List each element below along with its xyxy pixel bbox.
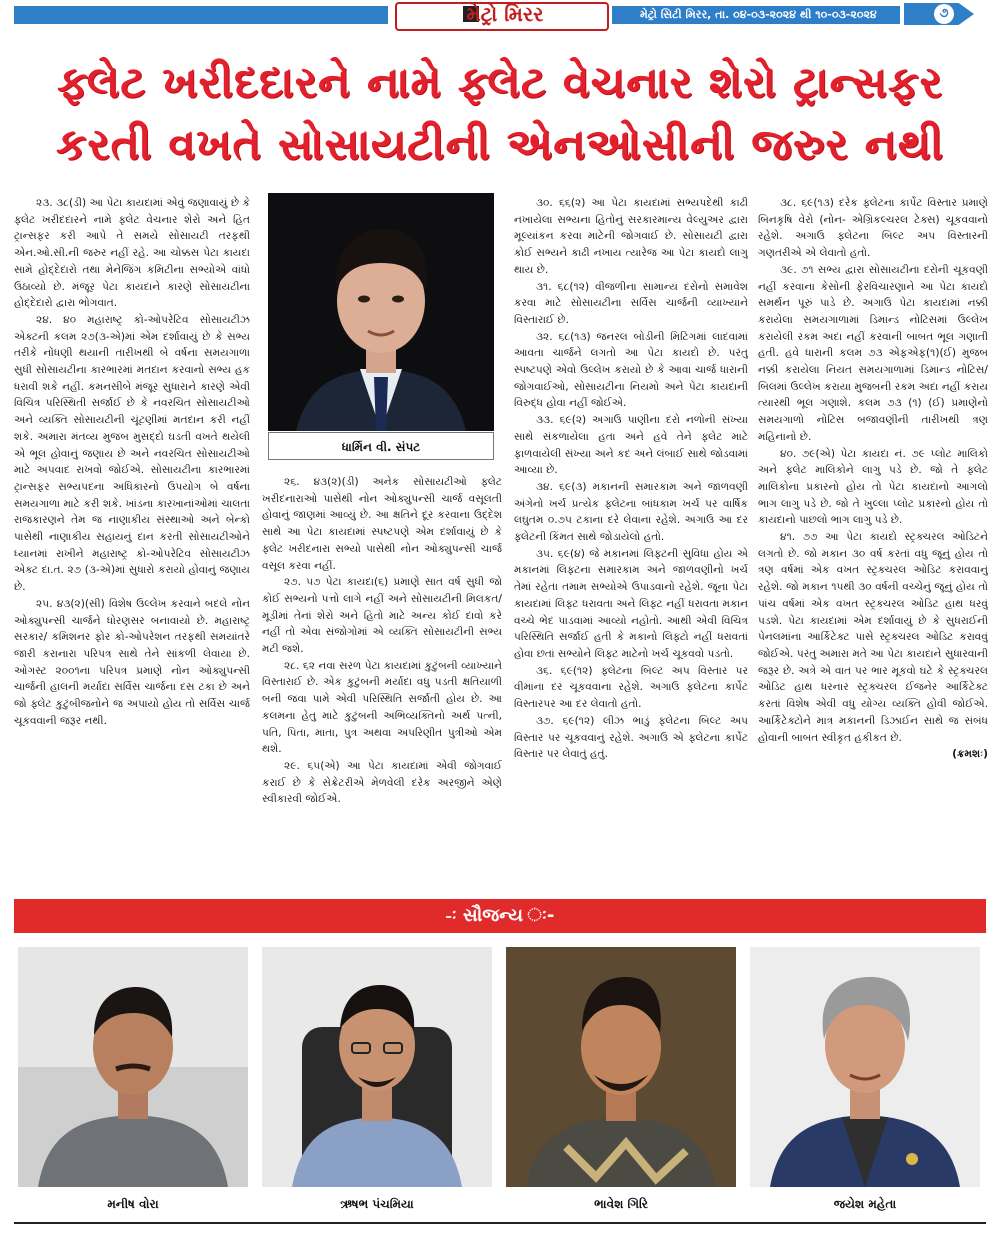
edition-dateline: મેટ્રો સિટી મિરર, તા. ૦૪-૦૩-૨૦૨૪ થી ૧૦-૦૩-૨૦૨૪ — [640, 8, 877, 21]
article-paragraph: ૩૪. ૬૯(૩) મકાનની સમારકામ અને જાળવણી અંગેનો ખર્ચ પ્રત્યેક ફ્લેટના બાંધકામ ખર્ચ પર વાર્ષિક લઘુતમ ૦.૭૫ ટકાના દરે લેવાના રહેશે. અગાઉ આ દર ફ્લેટની કિંમત સાથે જોડાયેલો હતો. — [514, 480, 748, 544]
article-paragraph: ૨૪. ૪૦ મહારાષ્ટ્ર કો-ઓપરેટિવ સોસાયટીઝ એક્ટની કલમ ૨૭(૩-એ)માં એમ દર્શાવાયું છે કે સભ્ય તરીકે નોંધણી થયાની તારીખથી બે વર્ષના સમયગાળા સુધી સોસાયટીના કારભારમાં મતદાન કરવાનો સભ્ય હક ધરાવી શકે નહીં. કમનસીબે મંજૂર સુધારાને કારણે એવી વિચિત્ર પરિસ્થિતી સર્જાઈ છે કે નવરચિત સોસાયટીઓ અને વ્યક્તિ સોસાયટીની ચૂંટણીમાં મતદાન કરી નહીં શકે. અમારા મંતવ્ય મુજબ મુસદ્દો ઘડતી વખતે થયેલી એ ભૂલ હોવાનું જણાય છે અને નવરચિત સોસાયટીઓ માટે અપવાદ રાખવો જોઈએ. સોસાયટીના કારભારમાં ટ્રાન્સફર સભ્યપદના અધિકારનો ઉપયોગ બે વર્ષના સમયગાળા માટે કરી શકે. ખાંડના કારખાનાંઓમાં ચાલતા રાજકારણને તેમ જ નાણાકીય સંસ્થાઓ અને બેન્કો પાસેથી નાણાકીય સહાયનું દાન કરતી સોસાયટીઓને ધ્યાનમાં રાખીને મહારાષ્ટ્ર કો-ઓપરેટિવ સોસાયટીઝ એક્ટ દા.ત. ૨૭ (૩-એ)માં સુધારો કરાયો હોવાનું જણાય છે. — [14, 313, 250, 594]
article-paragraph: ૨૫. ૪૩(૨)(સી) વિશેષ ઉલ્લેખ કરવાને બદલે નોન ઓક્યુપન્સી ચાર્જને ધોરણસર બનાવાયો છે. મહારાષ્ટ્ર સરકાર/ કમિશનર ફોર કો-ઓપરેશન તરફથી સમયાંતરે જારી કરાનારા પરિપત્ર સાથે તેને સાંકળી લેવાયા છે. ઓગસ્ટ ૨૦૦૧ના પરિપત્ર પ્રમાણે નોન ઓક્યુપન્સી ચાર્જની હાલની મર્યાદા સર્વિસ ચાર્જના દસ ટકા છે અને જો ફ્લેટ કુટુંબીજનોને જ અપાયો હોય તો સર્વિસ ચાર્જ ચૂકવવાની જરૂર નથી. — [14, 597, 250, 727]
masthead-title: મેટ્રો મિરર — [466, 2, 544, 26]
author-photo — [268, 193, 494, 431]
headline — [8, 52, 992, 182]
sponsor-portrait-2 — [262, 947, 492, 1187]
sponsor-portrait-1 — [18, 947, 248, 1187]
article-column-1 — [14, 195, 250, 907]
article-paragraph: ૨૬. ૪૩(૨)(ડી) અનેક સોસાયટીઓ ફ્લેટ ખરીદનારાઓ પાસેથી નોન ઓક્યુપન્સી ચાર્જ વસૂલતી હોવાનું જાણમાં આવ્યું છે. આ ક્ષતિને દૂર કરવાના ઉદ્દેશ સાથે આ પેટા કાયદામાં સ્પષ્ટપણે એમ દર્શાવાયું છે કે ફ્લેટ ખરીદનારા સભ્યો પાસેથી નોન ઓક્યુપન્સી ચાર્જ વસૂલ કરવા નહીં. — [262, 476, 502, 572]
courtesy-label: -ઃ સૌજન્ય ઃ- — [445, 905, 555, 926]
article-paragraph: ૩૧. ૬૮(૧૨) વીજળીના સામાન્ય દરોનો સમાવેશ કરવા માટે સોસાયટીના સર્વિસ ચાર્જની વ્યાખ્યાને વિસ્તારાઈ છે. — [514, 280, 748, 326]
sponsor-portrait-3 — [506, 947, 736, 1187]
article-paragraph: ૨૩. ૩૮(ડી) આ પેટા કાયદામાં એવું જણાવાયું છે કે ફ્લેટ ખરીદદારને નામે ફ્લેટ વેચનાર શેરો અને હિત ટ્રાન્સફર કરી આપે તે સમયે સોસાયટી તરફથી એન.ઓ.સી.ની જરુર નહીં રહે. આ ચોક્કસ પેટા કાયદા સામે હોદ્દેદારો તથા મેનેજિંગ કમિટીના સભ્યોએ વાંધો ઉઠાવ્યો છે. મંજૂર પેટા કાયદાને કારણે સોસાયટીના હોદ્દેદારો દ્વારા ભોગવાત. — [14, 197, 250, 310]
article-paragraph: ૩૦. ૬૬(૨) આ પેટા કાયદામાં સભ્યપદેથી કાઢી નખાયેલા સભ્યના હિતોનું સરકારમાન્ય વેલ્યુઅર દ્વારા મૂલ્યાંકન કરવા માટેની જોગવાઈ છે. સોસાયટી દ્વારા કોઈ સભ્યને કાઢી નખાય ત્યારેજ આ પેટા કાયદો લાગુ થાય છે. — [514, 197, 748, 276]
article-paragraph: ૩૩. ૬૯(૨) અગાઉ પાણીના દરો નળોની સંખ્યા સાથે સંકળાયેલા હતા અને હવે તેને ફ્લેટ માટે ફાળવાયેલી સંખ્યા અને કદ અને લંબાઈ સાથે જોડવામાં આવ્યા છે. — [514, 414, 748, 477]
sponsor-name-2: ઋષભ પંચમિયા — [340, 1197, 414, 1211]
sponsor-photo-3 — [506, 947, 736, 1187]
article-paragraph: ૩૮. ૬૯(૧૩) દરેક ફ્લેટના કાર્પેટ વિસ્તાર પ્રમાણે બિનકૃષિ વેરો (નોન- એગ્રિકલ્ચરલ ટેક્સ) ચૂકવવાનો રહેશે. અગાઉ ફ્લેટના બિલ્ટ અપ વિસ્તારની ગણતરીએ એ લેવાતો હતો. — [758, 197, 988, 260]
article-paragraph: ૩૯. ૭૧ સભ્ય દ્વારા સોસાયટીના દરોની ચૂકવણી નહીં કરવાના કેસોની ફેરવિચારણાને આ પેટા કાયદો સમર્થન પૂરું પાડે છે. અગાઉ પેટા કાયદામાં નક્કી કરાયેલા સમયગાળામાં ડિમાન્ડ નોટિસમાં ઉલ્લેખ કરાયેલી રકમ અદા નહીં કરવાની બાબત ભૂલ ગણાતી હતી. હવે ધારાની કલમ ૭૩ એફએફ(૧)(ઈ) મુજબ નક્કી કરાયેલા નિયત સમયગાળામાં ડિમાન્ડ નોટિસ/ બિલમાં ઉલ્લેખ કરાયા મુજબની રકમ અદા નહીં કરાય ત્યારથી ભૂલ ગણાશે. કલમ ૭૩ (૧) (ઈ) પ્રમાણેનો સમયગાળો નોટિસ બજાવણીની તારીખથી ત્રણ મહિનાનો છે. — [758, 263, 988, 443]
sponsor-photo-1 — [18, 947, 248, 1187]
article-paragraph: ૩૨. ૬૮(૧૩) જનરલ બોડીની મિટિંગમાં લાદવામાં આવતા ચાર્જને લગતો આ પેટા કાયદો છે. પરંતુ સ્પષ્ટપણે એવો ઉલ્લેખ કરાયો છે કે આવા ચાર્જ ધારાની જોગવાઈઓ, સોસાયટીના નિયમો અને પેટા કાયદાની વિરુદ્ધ હોવા નહીં જોઈએ. — [514, 330, 748, 410]
author-portrait-illustration — [268, 193, 494, 431]
sponsor-photo-4 — [750, 947, 980, 1187]
headline-line-2: કરતી વખતે સોસાયટીની એનઓસીની જરુર નથી — [55, 120, 944, 170]
article-column-3 — [514, 195, 748, 907]
header-band-left — [14, 6, 388, 24]
article-paragraph: ૨૮. ૬૨ નવા સરળ પેટા કાયદામાં કુટુંબની વ્યાખ્યાને વિસ્તારાઈ છે. એક કુટુંબની મર્યાદા વધુ પડતી ક્ષતિયાળી બની જવા પામે એવી પરિસ્થિતિ સર્જાતી હોય છે. આ કલમના હેતુ માટે કુટુંબની અભિવ્યક્તિનો અર્થ પત્ની, પતિ, પિતા, માતા, પુત્ર અથવા અપરિણીત પુત્રીઓ એમ થશે. — [262, 659, 502, 756]
author-caption: ધાર્મિન વી. સંપટ — [268, 432, 494, 460]
sponsor-name-3: ભાવેશ ગિરિ — [594, 1197, 648, 1211]
bottom-divider — [14, 1222, 986, 1224]
article-paragraph: ૪૧. ૭૭ આ પેટા કાયદો સ્ટ્રક્ચરલ ઓડિટને લગતો છે. જો મકાન ૩૦ વર્ષ કરતાં વધુ જૂનું હોય તો ત્રણ વર્ષમાં એક વખત સ્ટ્રક્ચરલ ઓડિટ કરાવવાનું રહેશે. જો મકાન ૧૫થી ૩૦ વર્ષની વચ્ચેનું જૂનું હોય તો પાંચ વર્ષમાં એક વખત સ્ટ્રક્ચરલ ઓડિટ હાથ ધરવું પડશે. પેટા કાયદામાં એમ દર્શાવાયું છે કે સુધરાઈની પેનલમાંના આર્કિટેક્ટ પાસે સ્ટ્રક્ચરલ ઓડિટ કરાવવું જોઈએ. પરંતુ અમારા મતે આ પેટા કાયદાને સુધારવાની જરૂર છે. અત્રે એ વાત પર ભાર મૂકવો ઘટે કે સ્ટ્રક્ચરલ ઓડિટ હાથ ધરનાર સ્ટ્રક્ચરલ ઈજનેર આર્કિટેક્ટ કરતાં વિશેષ એવી વધુ યોગ્ય વ્યક્તિ હોવી જોઈએ. આર્કિટેક્ટોને માત્ર મકાનની ડિઝાઈન સાથે જ સંબંધ હોવાની બાબત સ્વીકૃત હકીકત છે. — [758, 531, 988, 744]
article-paragraph: ૨૭. ૫૭ પેટા કાયદા(૬) પ્રમાણે સાત વર્ષ સુધી જો કોઈ સભ્યનો પત્તો લાગે નહીં અને સોસાયટીની મિલકત/ મૂડીમાં તેનાં શેરો અને હિતો માટે અન્ય કોઈ દાવો કરે નહીં તો એવા સંજોગોમાં એ વ્યક્તિ સોસાયટીની સભ્ય મટી જશે. — [262, 576, 502, 656]
page-number: ૭ — [934, 4, 954, 24]
headline-line-1: ફ્લેટ ખરીદદારને નામે ફ્લેટ વેચનાર શેરો ટ્રાન્સફર — [57, 58, 943, 108]
continued-marker: (ક્રમશઃ) — [952, 748, 988, 761]
article-column-2 — [262, 474, 502, 907]
article-paragraph: ૩૫. ૬૯(૪) જે મકાનમાં લિફ્ટની સુવિધા હોય એ મકાનમાં લિફ્ટના સમારકામ અને જાળવણીનો ખર્ચ તેમાં રહેતા તમામ સભ્યોએ ઉપાડવાનો રહેશે. જૂના પેટા કાયદામાં લિફ્ટ ધરાવતા અને લિફ્ટ નહીં ધરાવતા મકાન વચ્ચે ભેદ પાડવામાં આવ્યો નહોતો. આથી એવી વિચિત્ર પરિસ્થિતિ સર્જાઈ હતી કે મકાનો લિફ્ટો નહીં ધરાવતાં હોવા છતાં સભ્યોને લિફ્ટ માટેનો ખર્ચ ચૂકવવો પડતો. — [514, 547, 748, 660]
article-paragraph: ૨૯. ૬૫(એ) આ પેટા કાયદામાં એવી જોગવાઈ કરાઈ છે કે સેક્રેટરીએ મેળવેલી દરેક અરજીને એણે સ્વીકારવી જોઈએ. — [262, 759, 502, 806]
article-column-4 — [758, 195, 988, 907]
article-paragraph: ૩૭. ૬૯(૧૨) લીઝ ભાડું ફ્લેટના બિલ્ટ અપ વિસ્તાર પર ચૂકવવાનું રહેશે. અગાઉ એ ફ્લેટના કાર્પેટ વિસ્તાર પર લેવાતું હતું. — [514, 714, 748, 761]
article-paragraph: ૩૬. ૬૯(૧૨) ફ્લેટના બિલ્ટ અપ વિસ્તાર પર વીમાના દર ચૂકવવાના રહેશે. અગાઉ ફ્લેટના કાર્પેટ વિસ્તારપર આ દર લેવાતો હતો. — [514, 664, 748, 711]
sponsor-portrait-4 — [750, 947, 980, 1187]
sponsor-name-1: મનીષ વોરા — [107, 1197, 159, 1211]
article-paragraph: ૪૦. ૭૯(એ) પેટા કાયદા નં. ૭૯ પ્લોટ માલિકો અને ફ્લેટ માલિકોને લાગુ પડે છે. જો તે ફ્લેટ માલિકોના પ્રકારનો હોય તો પેટા કાયદાનો આગલો ભાગ લાગુ પડે છે. જો તે ખુલ્લા પ્લોટ પ્રકારનો હોય તો કાયદાનો પાછલો ભાગ લાગુ પડે છે. — [758, 447, 988, 527]
sponsor-name-4: જયેશ મહેતા — [833, 1197, 897, 1211]
sponsor-photo-2 — [262, 947, 492, 1187]
